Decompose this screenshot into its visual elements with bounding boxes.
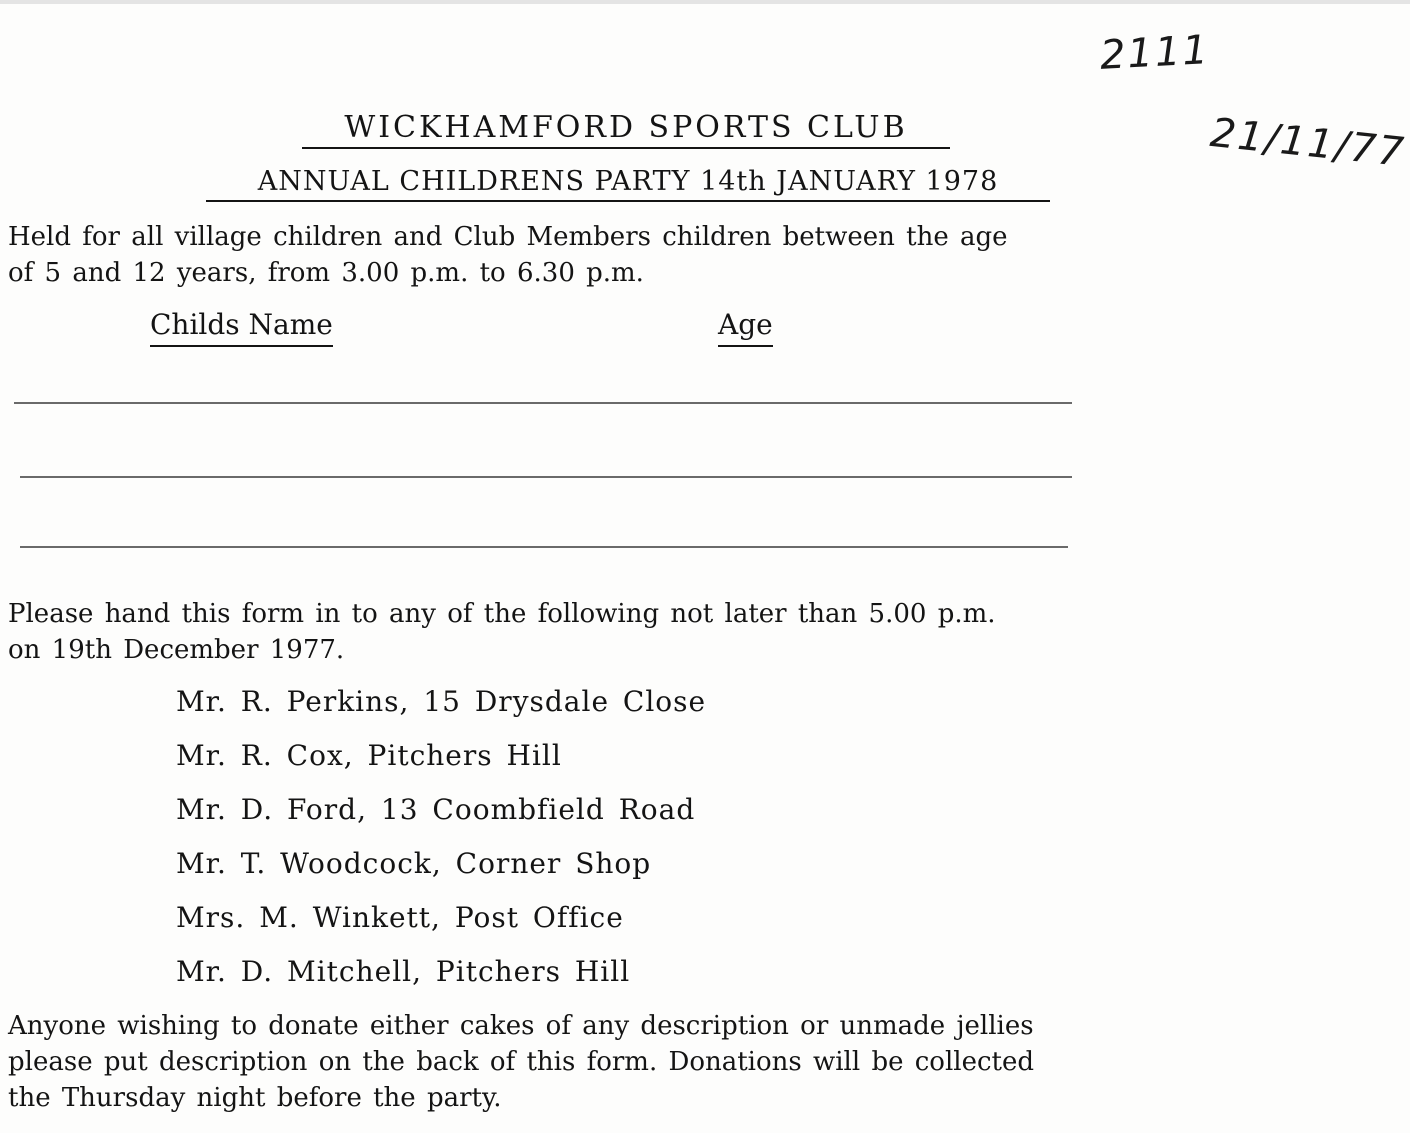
entry-line-3[interactable] xyxy=(20,546,1068,548)
hand-in-paragraph xyxy=(8,596,996,668)
intro-line: of 5 and 12 years, from 3.00 p.m. to 6.30 p.m. xyxy=(8,258,644,288)
scan-edge xyxy=(0,0,1410,4)
contact-list xyxy=(176,682,706,1006)
childs-name-header: Childs Name xyxy=(150,308,333,347)
handwritten-reference: 2111 xyxy=(1098,27,1211,79)
donation-line: the Thursday night before the party. xyxy=(8,1083,502,1113)
intro-line: Held for all village children and Club Members children between the age xyxy=(8,222,1008,252)
entry-line-1[interactable] xyxy=(14,402,1072,404)
entry-line-2[interactable] xyxy=(20,476,1072,478)
contact-item: Mr. D. Mitchell, Pitchers Hill xyxy=(176,955,631,988)
contact-item: Mr. D. Ford, 13 Coombfield Road xyxy=(176,793,696,826)
donation-line: please put description on the back of this form. Donations will be collected xyxy=(8,1047,1035,1077)
age-header: Age xyxy=(718,308,773,347)
donation-line: Anyone wishing to donate either cakes of any description or unmade jellies xyxy=(8,1011,1034,1041)
intro-paragraph xyxy=(8,219,1008,291)
hand-in-line: Please hand this form in to any of the following not later than 5.00 p.m. xyxy=(8,599,996,629)
hand-in-line: on 19th December 1977. xyxy=(8,635,345,665)
club-title: WICKHAMFORD SPORTS CLUB xyxy=(302,110,950,149)
contact-item: Mr. T. Woodcock, Corner Shop xyxy=(176,847,652,880)
handwritten-date: 21/11/77 xyxy=(1208,109,1408,177)
contact-item: Mrs. M. Winkett, Post Office xyxy=(176,901,624,934)
donation-paragraph xyxy=(8,1008,1034,1116)
contact-item: Mr. R. Perkins, 15 Drysdale Close xyxy=(176,685,707,718)
party-subtitle: ANNUAL CHILDRENS PARTY 14th JANUARY 1978 xyxy=(206,166,1050,202)
contact-item: Mr. R. Cox, Pitchers Hill xyxy=(176,739,562,772)
